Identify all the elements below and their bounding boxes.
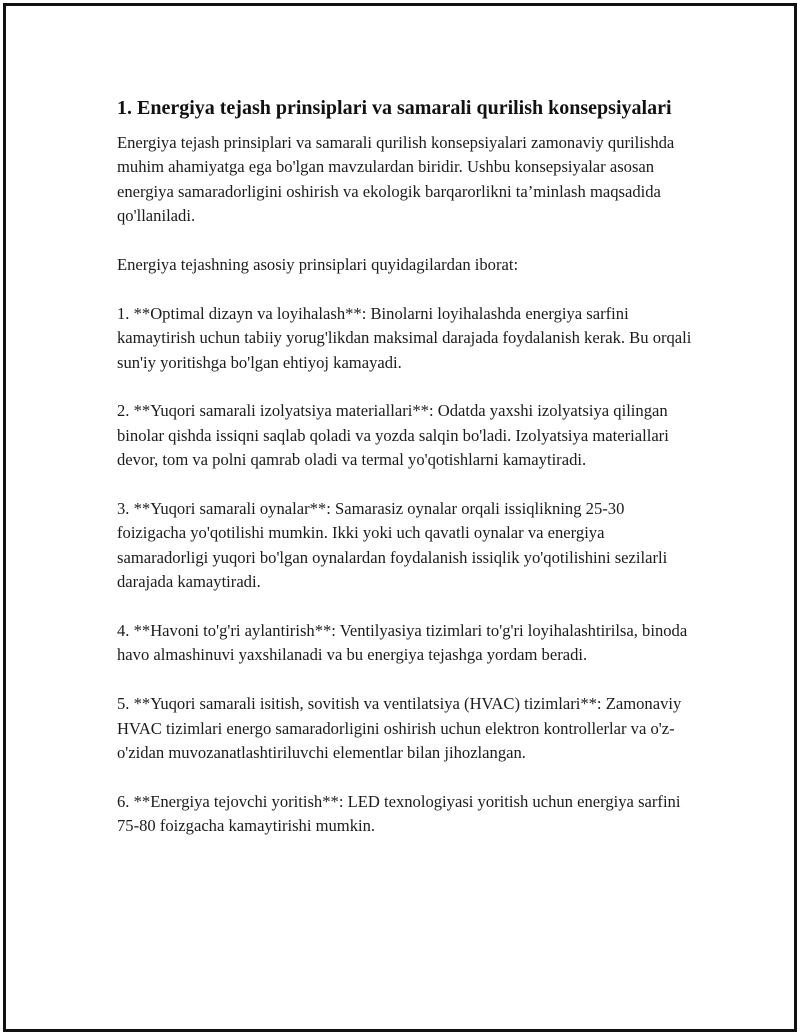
principles-lead-paragraph: Energiya tejashning asosiy prinsiplari quyidagilardan iborat: xyxy=(117,255,519,275)
principle-item-1: 1. **Optimal dizayn va loyihalash**: Binolarni loyihalashda energiya sarfini kamaytirish uchun tabiiy yorug'likdan maksimal darajada foydalanish kerak. Bu orqali sun'iy yoritishga bo'lgan ehtiyoj kamayadi. xyxy=(117,303,692,372)
principle-item-3: 3. **Yuqori samarali oynalar**: Samarasiz oynalar orqali issiqlikning 25-30 foizigacha yo'qotilishi mumkin. Ikki yoki uch qavatli oynalar va energiya samaradorligi yuqori bo'lgan oynalardan foydalanish issiqlik yo'qotilishini sezilarli darajada kamaytiradi. xyxy=(117,499,668,592)
principle-item-5: 5. **Yuqori samarali isitish, sovitish va ventilatsiya (HVAC) tizimlari**: Zamonaviy HVAC tizimlari energo samaradorligini oshirish uchun elektron kontrollerlar va o'z-o'zidan muvozanatlashtiriluvchi elementlar bilan jihozlangan. xyxy=(117,694,682,763)
intro-paragraph: Energiya tejash prinsiplari va samarali qurilish konsepsiyalari zamonaviy qurilishda muhim ahamiyatga ega bo'lgan mavzulardan biridir. Ushbu konsepsiyalar asosan energiya samaradorligini oshirish va ekologik barqarorlikni ta’minlash maqsadida qo'llaniladi. xyxy=(117,133,675,226)
principle-item-4: 4. **Havoni to'g'ri aylantirish**: Ventilyasiya tizimlari to'g'ri loyihalashtirilsa, binoda havo almashinuvi yaxshilanadi va bu energiya tejashga yordam beradi. xyxy=(117,621,688,665)
principle-item-2: 2. **Yuqori samarali izolyatsiya materiallari**: Odatda yaxshi izolyatsiya qilingan binolar qishda issiqni saqlab qoladi va yozda salqin bo'ladi. Izolyatsiya materiallari devor, tom va polni qamrab oladi va termal yo'qotishlarni kamaytiradi. xyxy=(117,401,669,470)
document-title: 1. Energiya tejash prinsiplari va samarali qurilish konsepsiyalari xyxy=(117,97,672,119)
principle-item-6: 6. **Energiya tejovchi yoritish**: LED texnologiyasi yoritish uchun energiya sarfini 75-80 foizgacha kamaytirishi mumkin. xyxy=(117,791,681,836)
document-body xyxy=(117,94,697,863)
